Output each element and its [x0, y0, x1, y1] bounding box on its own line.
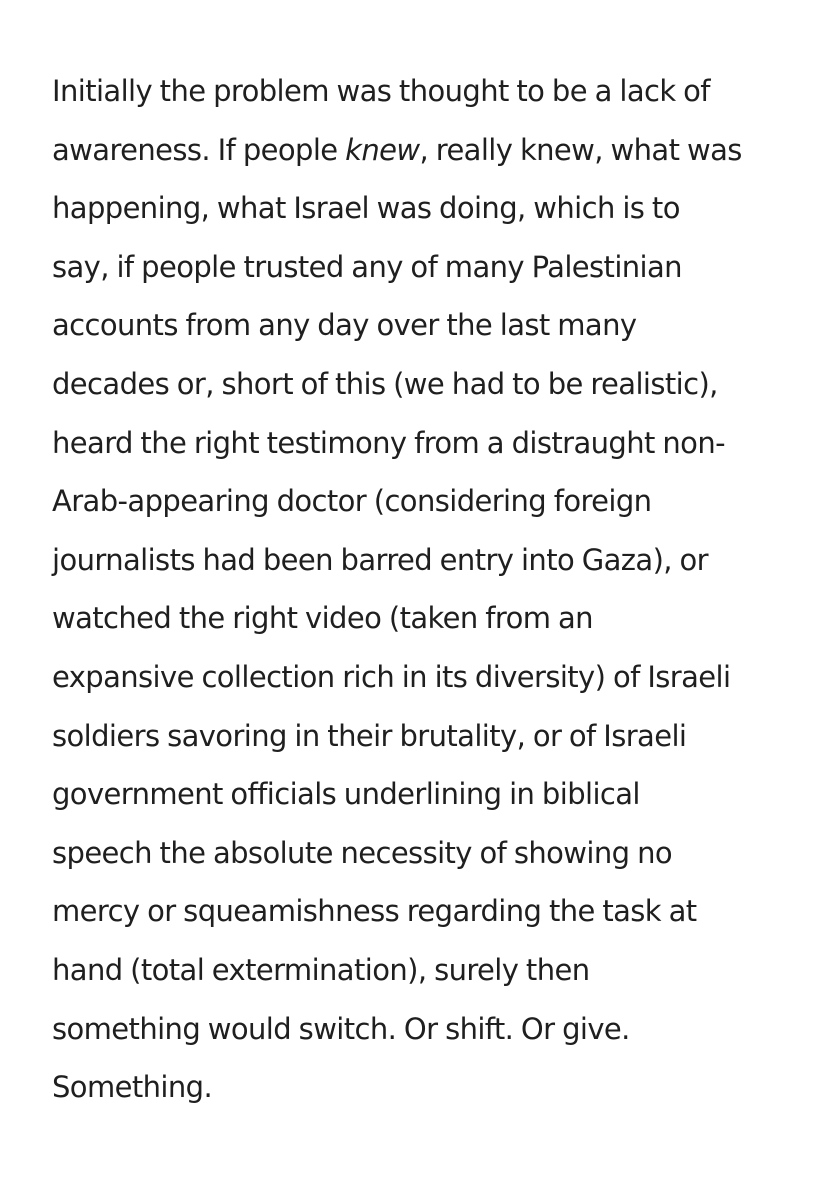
- text-line: [52, 296, 822, 355]
- text-segment: Arab-appearing doctor (considering foreign: [52, 484, 652, 519]
- text-segment: decades or, short of this (we had to be realistic),: [52, 366, 718, 401]
- text-line: [52, 824, 822, 883]
- text-segment: hand (total extermination), surely then: [52, 952, 590, 987]
- text-segment: speech the absolute necessity of showing no: [52, 835, 672, 870]
- text-segment: say, if people trusted any of many Palestinian: [52, 249, 682, 284]
- text-segment: happening, what Israel was doing, which is to: [52, 191, 680, 226]
- text-segment: Initially the problem was thought to be a lack of: [52, 74, 710, 108]
- text-line: [52, 238, 822, 297]
- text-segment: journalists had been barred entry into Gaza), or: [52, 542, 708, 577]
- text-segment: expansive collection rich in its diversity) of Israeli: [52, 659, 731, 694]
- text-segment: , really knew, what was: [419, 132, 742, 167]
- text-line: [52, 414, 822, 473]
- text-line: [52, 589, 822, 648]
- text-line: [52, 1058, 822, 1117]
- text-line: [52, 648, 822, 707]
- text-segment: soldiers savoring in their brutality, or of Israeli: [52, 718, 687, 753]
- text-line: [52, 62, 822, 121]
- paragraph: [52, 62, 822, 1117]
- text-line: [52, 765, 822, 824]
- text-line: [52, 472, 822, 531]
- text-segment: heard the right testimony from a distraught non-: [52, 425, 725, 460]
- text-line: [52, 531, 822, 590]
- text-line: [52, 179, 822, 238]
- text-segment: mercy or squeamishness regarding the task at: [52, 894, 697, 929]
- emphasized-word: knew: [345, 132, 420, 167]
- text-line: [52, 355, 822, 414]
- text-line: [52, 121, 822, 180]
- text-line: [52, 882, 822, 941]
- text-segment: watched the right video (taken from an: [52, 601, 593, 636]
- text-line: [52, 1000, 822, 1059]
- text-line: [52, 941, 822, 1000]
- text-segment: government officials underlining in biblical: [52, 777, 640, 812]
- text-segment: something would switch. Or shift. Or give.: [52, 1011, 630, 1046]
- text-segment: awareness. If people: [52, 132, 346, 167]
- article-body: [52, 62, 822, 1117]
- text-segment: accounts from any day over the last many: [52, 308, 637, 343]
- text-line: [52, 707, 822, 766]
- text-segment: Something.: [52, 1070, 213, 1105]
